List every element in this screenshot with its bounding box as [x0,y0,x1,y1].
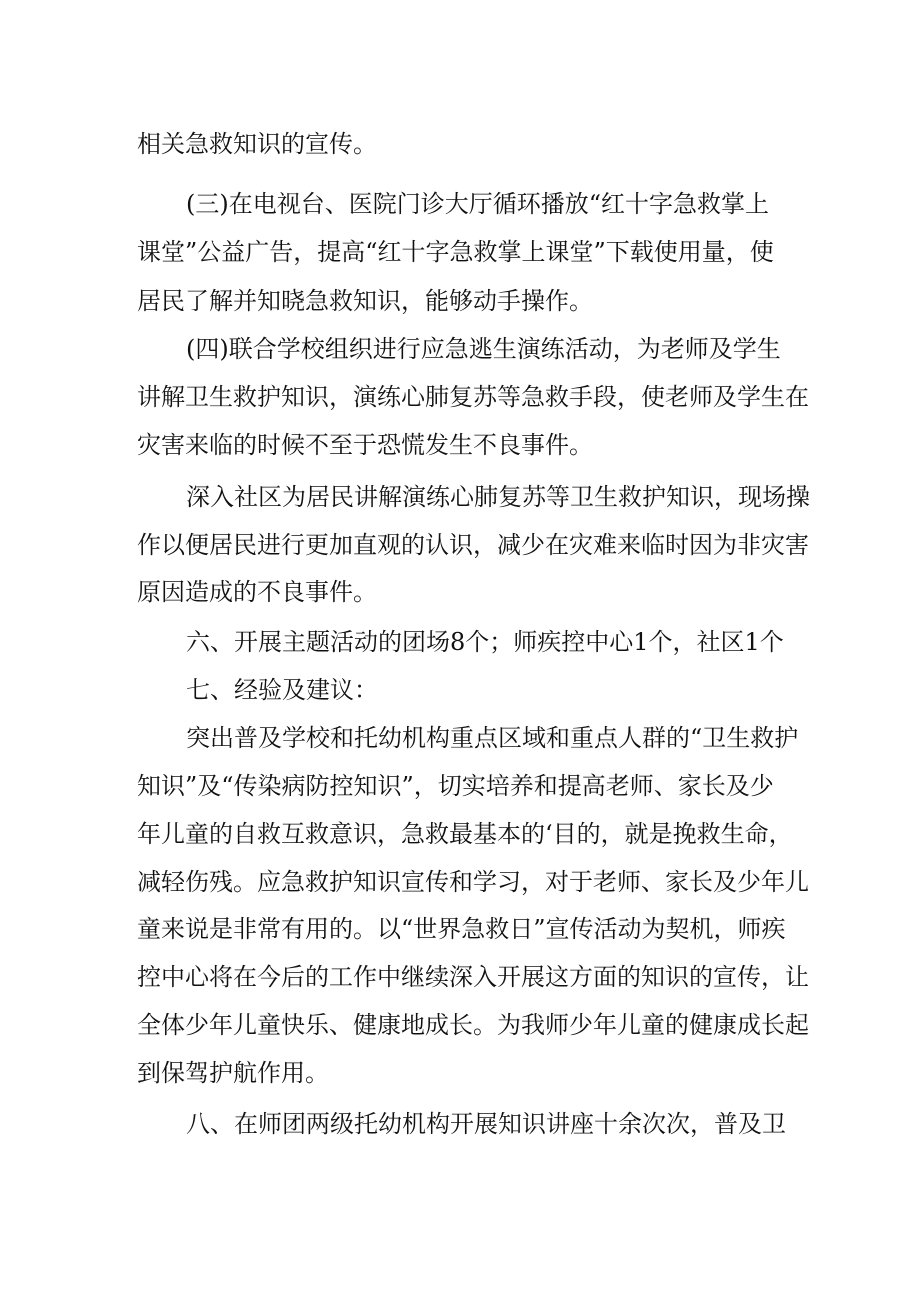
section-heading: 六、开展主题活动的团场8个；师疾控中心1个，社区1个 [186,628,784,656]
text-line: 作以便居民进行更加直观的认识，减少在灾难来临时因为非灾害 [137,531,809,559]
text-line: 控中心将在今后的工作中继续深入开展这方面的知识的宣传，让 [137,963,809,991]
section-heading: 七、经验及建议： [186,676,378,704]
section-heading: 八、在师团两级托幼机构开展知识讲座十余次次，普及卫 [186,1110,786,1138]
text-line: 减轻伤残。应急救护知识宣传和学习，对于老师、家长及少年儿 [137,868,809,896]
text-line: 相关急救知识的宣传。 [137,130,377,158]
text-line: 到保驾护航作用。 [137,1059,329,1087]
text-line: (三)在电视台、医院门诊大厅循环播放“红十字急救掌上 [186,190,769,218]
text-line: 灾害来临的时候不至于恐慌发生不良事件。 [137,431,593,459]
text-line: (四)联合学校组织进行应急逃生演练活动，为老师及学生 [186,335,781,363]
text-line: 讲解卫生救护知识，演练心肺复苏等急救手段，使老师及学生在 [137,383,809,411]
text-line: 深入社区为居民讲解演练心肺复苏等卫生救护知识，现场操 [186,483,810,511]
text-line: 突出普及学校和托幼机构重点区域和重点人群的“卫生救护 [186,724,799,752]
text-line: 童来说是非常有用的。以“世界急救日”宣传活动为契机，师疾 [137,915,786,943]
text-line: 居民了解并知晓急救知识，能够动手操作。 [137,287,593,315]
text-line: 课堂”公益广告，提高“红十字急救掌上课堂”下载使用量，使 [137,238,774,266]
text-line: 年儿童的自救互救意识，急救最基本的‘目的，就是挽救生命， [137,820,793,848]
text-line: 知识”及“传染病防控知识”，切实培养和提高老师、家长及少 [137,772,774,800]
text-line: 全体少年儿童快乐、健康地成长。为我师少年儿童的健康成长起 [137,1011,809,1039]
text-line: 原因造成的不良事件。 [137,578,377,606]
